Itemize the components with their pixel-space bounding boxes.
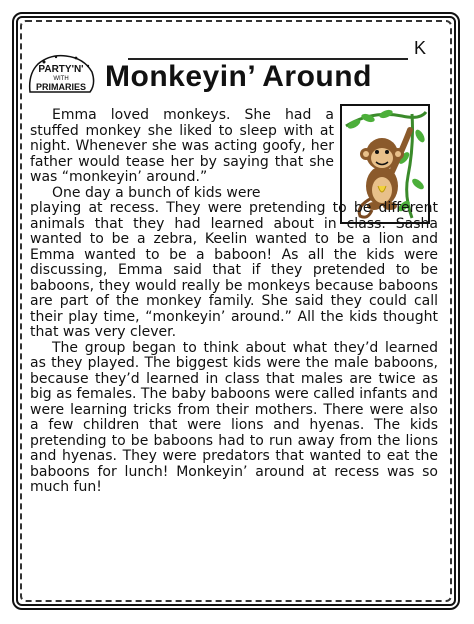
paragraph-1: Emma loved monkeys. She had a stuffed monkey she liked to sleep with at night. Whenever she was acting goofy, her father would tease her by saying that she was “monkeyin’ around.” bbox=[30, 107, 334, 185]
paragraph-3: The group began to think about what they’d learned as they played. The biggest kids were the male baboons, because they’d learned in class that males are twice as big as females. The baby baboons were called infants and were learning tricks from their mothers. There were also a few children that were lions and hyenas. The kids pretending to be baboons had to run away from the lions and hyenas. They were predators that wanted to eat the baboons for lunch! Monkeyin’ around at recess was so much fun! bbox=[30, 339, 438, 495]
logo-text-1: PARTY'N' bbox=[38, 64, 84, 75]
grade-level: K bbox=[414, 38, 427, 58]
logo-text-3: PRIMARIES bbox=[35, 82, 87, 92]
story-title: Monkeyin’ Around bbox=[105, 60, 372, 93]
paragraph-2: playing at recess. They were pretending to be different animals that they had learned about in class. Sasha wanted to be a zebra, Keelin wanted to be a lion and Emma wanted to be a baboon! As all the kids were discussing, Emma said that if they pretended to be baboons, they would really be monkeys because baboons are part of the monkey family. She said they could call their play time, “monkeyin’ around.” All the kids thought that was very clever. bbox=[30, 200, 438, 340]
logo-text-2: WITH bbox=[53, 76, 69, 82]
story-text bbox=[30, 108, 438, 496]
partyin-with-primaries-logo bbox=[26, 52, 96, 96]
paragraph-2-start: One day a bunch of kids were bbox=[52, 184, 261, 201]
